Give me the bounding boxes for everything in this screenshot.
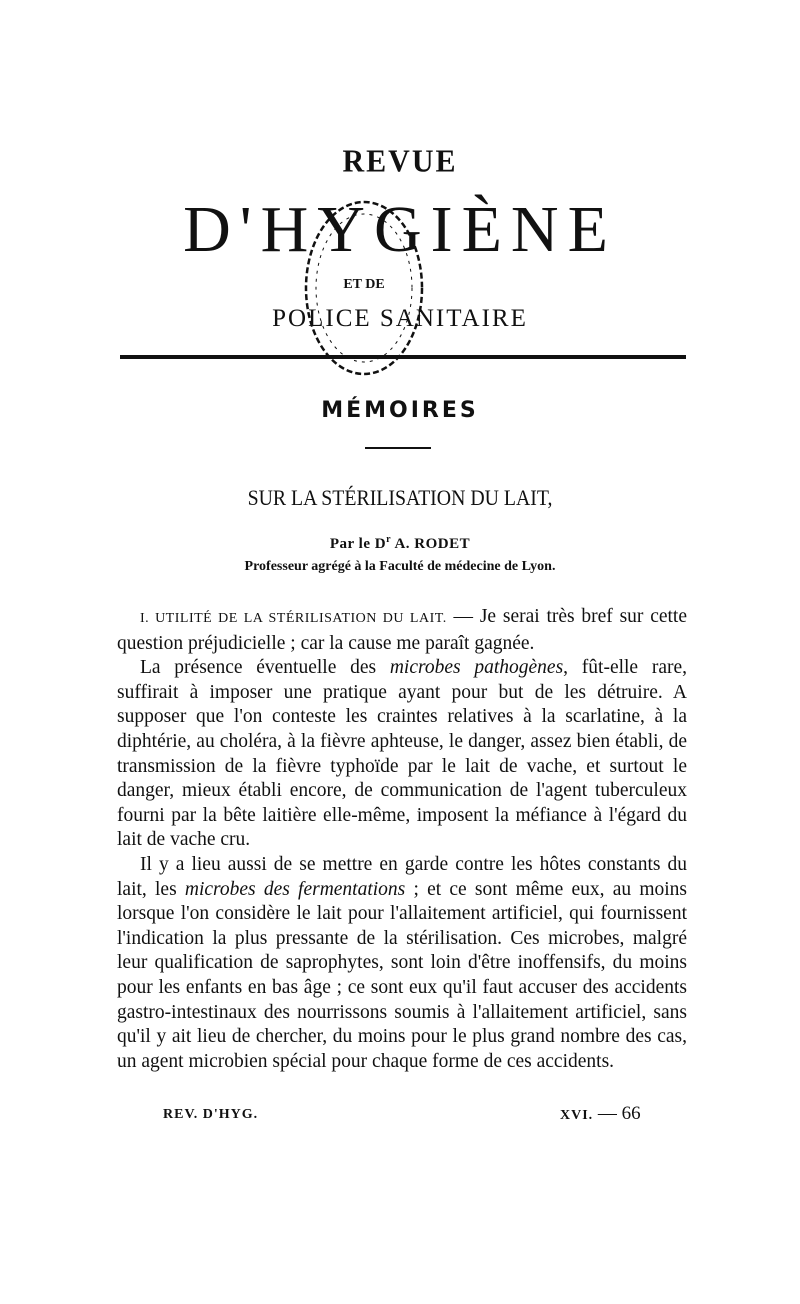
paragraph-3 bbox=[117, 853, 687, 1074]
journal-hygiene-title: D'HYGIÈNE bbox=[183, 193, 617, 266]
article-affiliation: Professeur agrégé à la Faculté de médecine de Lyon. bbox=[244, 559, 556, 574]
section-rule bbox=[365, 447, 431, 449]
paragraph-2-italic: microbes pathogènes bbox=[389, 657, 564, 679]
paragraph-1-text: — Je serai très bref sur cette question préjudicielle ; car la cause me paraît gagnée. bbox=[117, 606, 688, 654]
article-author bbox=[0, 534, 800, 553]
author-sup: r bbox=[386, 534, 392, 545]
journal-police-sanitaire: POLICE SANITAIRE bbox=[272, 305, 528, 332]
footer-dash: — bbox=[593, 1103, 622, 1124]
paragraph-2 bbox=[117, 656, 687, 853]
article-body bbox=[117, 605, 687, 1074]
footer-page-info bbox=[560, 1103, 641, 1125]
article-title: SUR LA STÉRILISATION DU LAIT, bbox=[247, 485, 553, 510]
page-number: 66 bbox=[621, 1103, 641, 1124]
stamp-text: ET DE bbox=[343, 277, 385, 292]
author-name: A. RODET bbox=[391, 536, 471, 552]
library-stamp bbox=[298, 196, 430, 381]
paragraph-1 bbox=[117, 605, 687, 656]
author-prefix: Par le D bbox=[329, 536, 387, 552]
header-rule bbox=[120, 355, 686, 359]
paragraph-2-text-a: La présence éventuelle des bbox=[140, 657, 390, 679]
paragraph-2-text-b: , fût-elle rare, suffirait à imposer une pratique ayant pour but de les détruire. A supposer que l'on conteste les craintes relatives à la scarlatine, à la diphtérie, au choléra, à la fièvre aphteuse, le danger, assez bien établi, de transmission de la fièvre typhoïde par le lait de vache, et surtout le danger, mieux établi encore, de communication de l'agent tuberculeux fourni par la bête laitière elle-même, imposent la méfiance à l'égard du lait de vache cru. bbox=[117, 657, 687, 851]
journal-revue: REVUE bbox=[342, 144, 458, 179]
footer-journal-abbrev: REV. D'HYG. bbox=[163, 1107, 259, 1122]
section-heading: MÉMOIRES bbox=[321, 398, 479, 423]
paragraph-3-text-b: ; et ce sont même eux, au moins lorsque l'on considère le lait pour l'allaitement artificiel, qui fournissent l'indication la plus pressante de la stérilisation. Ces microbes, malgré leur qualification de saprophytes, sont loin d'être inoffensifs, du moins pour les enfants en bas âge ; ce sont eux qu'il faut accuser des accidents gastro-intestinaux des nourrissons soumis à l'allaitement artificiel, sans qu'il y ait lieu de chercher, du moins pour le plus grand nombre des cas, un agent microbien spécial pour chaque forme de ces accidents. bbox=[117, 878, 687, 1072]
paragraph-3-italic: microbes des fermentations bbox=[184, 878, 406, 900]
paragraph-3-text-a: Il y a lieu aussi de se mettre en garde contre les hôtes constants du lait, les bbox=[117, 853, 687, 900]
section-1-heading: I. UTILITÉ DE LA STÉRILISATION DU LAIT. bbox=[140, 611, 447, 626]
footer-volume: XVI. bbox=[560, 1108, 594, 1123]
